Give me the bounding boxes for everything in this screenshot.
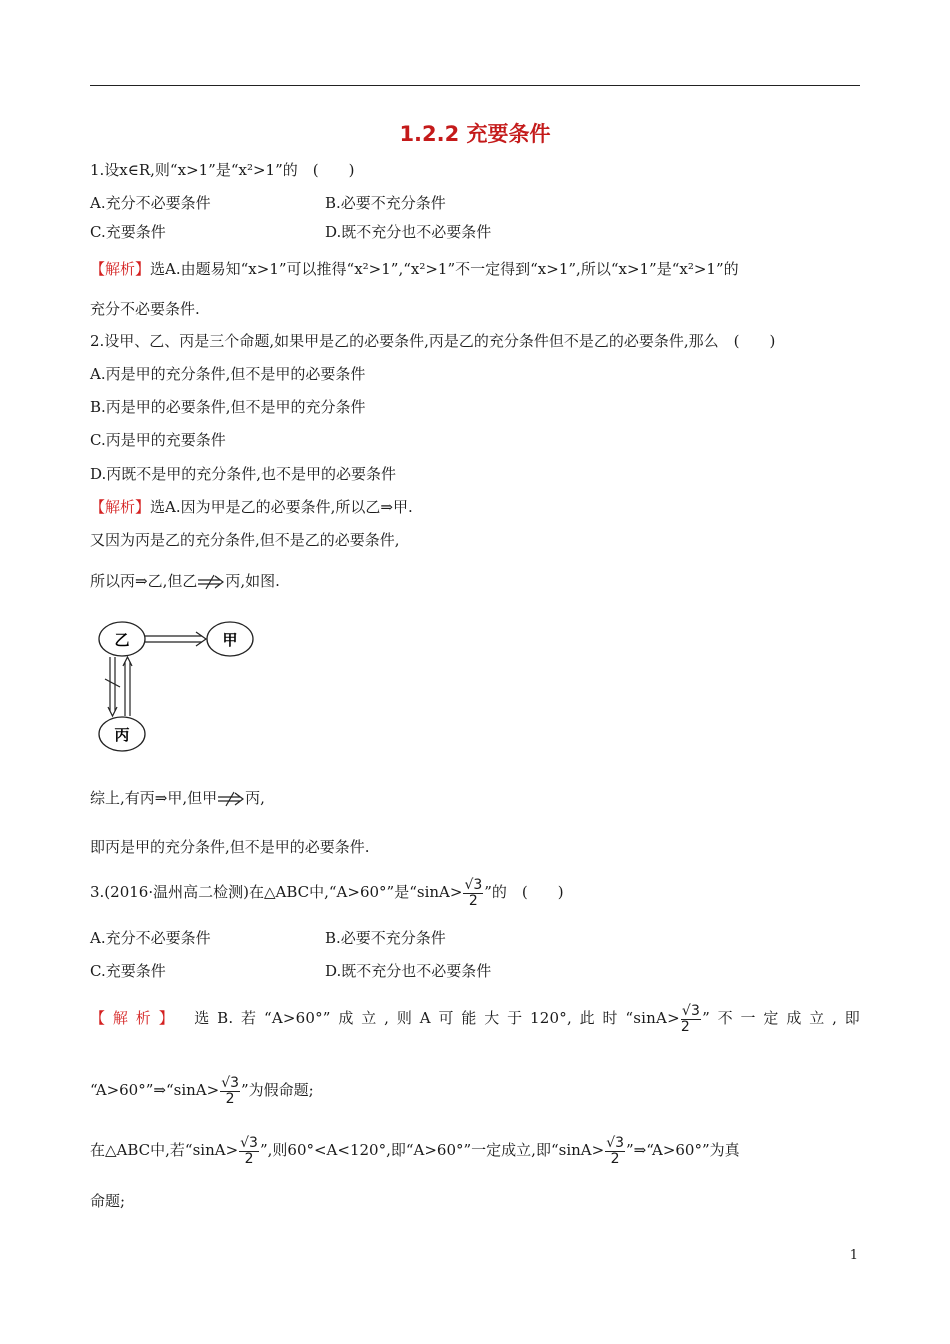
q1-option-d: D.既不充分也不必要条件 <box>325 223 492 241</box>
page-number: 1 <box>849 1248 858 1263</box>
fraction-sqrt3-over-2: $\frac{√3}{2}$ <box>606 1134 625 1167</box>
svg-text:丙: 丙 <box>114 726 130 744</box>
analysis-tag: 【解析】 <box>90 260 151 278</box>
node-jia <box>207 622 253 656</box>
q1-option-c: C.充要条件 <box>90 223 166 241</box>
q3-analysis-line1: 【解析】 选B.若“A>60°”成立,则A可能大于120°,此时“sinA> $\frac{√3}{2}$ ”不一定成立,即 <box>90 1002 860 1035</box>
q3-analysis-line4: 命题; <box>90 1192 126 1210</box>
implication-diagram <box>90 615 260 755</box>
analysis-tag: 【解析】 <box>90 498 151 516</box>
fraction-sqrt3-over-2: $\frac{√3}{2}$ <box>464 876 483 909</box>
q2-analysis-line2: 又因为丙是乙的充分条件,但不是乙的必要条件, <box>90 531 400 549</box>
q3-analysis-line3: 在△ABC中,若“sinA> $\frac{√3}{2}$ ”,则60°<A<120°,即“A>60°”一定成立,即“sinA> $\frac{√3}{2}$ ”⇒“A>60°”为真 <box>90 1134 740 1167</box>
analysis-tag: 【解析】 <box>90 1009 182 1027</box>
q1-options-row1 <box>90 193 860 213</box>
not-implies-icon <box>217 790 245 808</box>
fraction-sqrt3-over-2: $\frac{√3}{2}$ <box>221 1074 240 1107</box>
node-bing <box>99 717 145 751</box>
q3-option-b: B.必要不充分条件 <box>325 929 446 947</box>
node-yi <box>99 622 145 656</box>
q1-option-b: B.必要不充分条件 <box>325 194 446 212</box>
q2-stem: 2.设甲、乙、丙是三个命题,如果甲是乙的必要条件,丙是乙的充分条件但不是乙的必要条件,那么 ( ) <box>90 332 776 350</box>
q1-stem: 1.设x∈R,则“x>1”是“x²>1”的 ( ) <box>90 161 355 179</box>
svg-text:甲: 甲 <box>222 631 238 649</box>
q3-stem: 3.(2016·温州高二检测)在△ABC中,“A>60°”是“sinA> $\frac{√3}{2}$ ”的 ( ) <box>90 876 564 909</box>
page-title: 1.2.2 充要条件 <box>399 122 551 146</box>
q3-analysis-line2: “A>60°”⇒“sinA> $\frac{√3}{2}$ ”为假命题; <box>90 1074 314 1107</box>
q1-analysis-line2: 充分不必要条件. <box>90 300 200 318</box>
q2-analysis-line1: 【解析】选A.因为甲是乙的必要条件,所以乙⇒甲. <box>90 498 413 516</box>
arrow-bing-to-yi <box>123 657 132 716</box>
fraction-sqrt3-over-2: $\frac{√3}{2}$ <box>240 1134 258 1167</box>
q3-option-a: A.充分不必要条件 <box>90 929 211 947</box>
q2-option-a: A.丙是甲的充分条件,但不是甲的必要条件 <box>90 365 366 383</box>
q1-analysis-line1: 【解析】选A.由题易知“x>1”可以推得“x²>1”,“x²>1”不一定得到“x>1”,所以“x>1”是“x²>1”的 <box>90 260 739 278</box>
fraction-sqrt3-over-2: $\frac{√3}{2}$ <box>680 1002 701 1035</box>
arrow-yi-not-to-bing <box>105 657 120 716</box>
q2-analysis-line3: 所以丙⇒乙,但乙 丙,如图. <box>90 572 280 590</box>
q2-summary-line1: 综上,有丙⇒甲,但甲 丙, <box>90 789 265 807</box>
q3-options-row2 <box>90 961 860 981</box>
q3-option-c: C.充要条件 <box>90 962 166 980</box>
q2-summary-line2: 即丙是甲的充分条件,但不是甲的必要条件. <box>90 838 370 856</box>
q3-option-d: D.既不充分也不必要条件 <box>325 962 492 980</box>
header-rule <box>90 85 860 86</box>
q2-option-b: B.丙是甲的必要条件,但不是甲的充分条件 <box>90 398 366 416</box>
q1-options-row2 <box>90 222 860 242</box>
arrow-yi-to-jia <box>145 632 206 646</box>
q1-option-a: A.充分不必要条件 <box>90 194 211 212</box>
q3-options-row1 <box>90 928 860 948</box>
q2-option-c: C.丙是甲的充要条件 <box>90 431 226 449</box>
svg-text:乙: 乙 <box>114 631 130 649</box>
q2-option-d: D.丙既不是甲的充分条件,也不是甲的必要条件 <box>90 465 397 483</box>
not-implies-icon <box>197 573 225 591</box>
